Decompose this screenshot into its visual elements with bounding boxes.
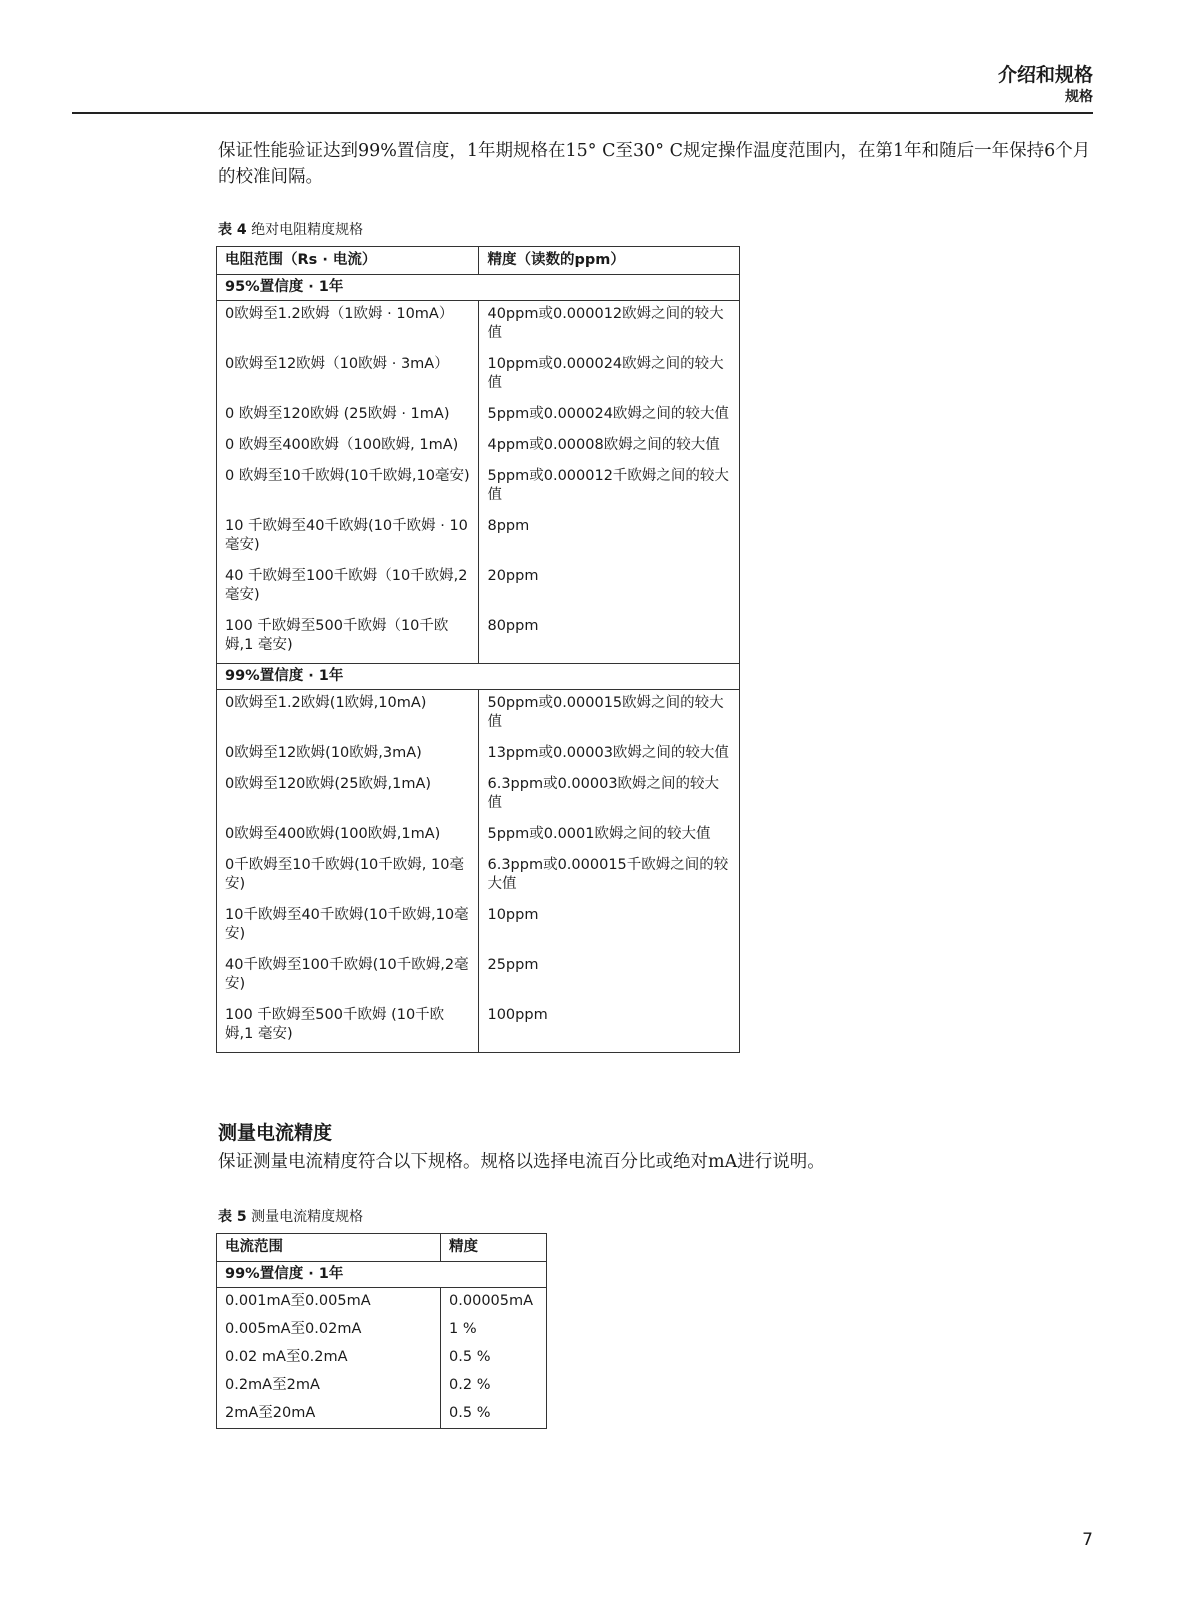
table-row bbox=[217, 401, 740, 432]
table-cell: 10千欧姆至40千欧姆(10千欧姆,10毫安) bbox=[217, 902, 479, 952]
table-cell: 50ppm或0.000015欧姆之间的较大值 bbox=[479, 690, 740, 741]
intro-paragraph: 保证性能验证达到99%置信度，1年期规格在15° C至30° C规定操作温度范围内，在第1年和随后一年保持6个月的校准间隔。 bbox=[218, 141, 1091, 187]
group-label: 95%置信度 · 1年 bbox=[217, 275, 740, 301]
table-row bbox=[217, 902, 740, 952]
table-row bbox=[217, 1002, 740, 1053]
table-header-row bbox=[217, 1234, 547, 1262]
table-cell: 8ppm bbox=[479, 513, 740, 563]
table-cell: 0.005mA至0.02mA bbox=[217, 1316, 441, 1344]
table-cell: 80ppm bbox=[479, 613, 740, 664]
table-cell: 0欧姆至400欧姆(100欧姆,1mA) bbox=[217, 821, 479, 852]
header-divider bbox=[72, 112, 1093, 114]
table-cell: 6.3ppm或0.00003欧姆之间的较大值 bbox=[479, 771, 740, 821]
resistance-accuracy-table bbox=[216, 246, 740, 1053]
table-cell: 13ppm或0.00003欧姆之间的较大值 bbox=[479, 740, 740, 771]
table5-caption-number: 表 5 bbox=[218, 1209, 247, 1225]
table-row bbox=[217, 613, 740, 664]
group-row bbox=[217, 664, 740, 690]
table-cell: 0.2mA至2mA bbox=[217, 1372, 441, 1400]
table-row bbox=[217, 740, 740, 771]
table-row bbox=[217, 1372, 547, 1400]
table-cell: 0.5 % bbox=[441, 1400, 547, 1429]
table-row bbox=[217, 513, 740, 563]
column-header: 精度 bbox=[441, 1234, 547, 1262]
table-row bbox=[217, 821, 740, 852]
table-cell: 10ppm或0.000024欧姆之间的较大值 bbox=[479, 351, 740, 401]
table-cell: 0欧姆至1.2欧姆（1欧姆 · 10mA） bbox=[217, 301, 479, 352]
table-cell: 0.5 % bbox=[441, 1344, 547, 1372]
table-cell: 40ppm或0.000012欧姆之间的较大值 bbox=[479, 301, 740, 352]
table-cell: 0欧姆至12欧姆（10欧姆 · 3mA） bbox=[217, 351, 479, 401]
column-header: 电阻范围（Rs · 电流） bbox=[217, 247, 479, 275]
header-title: 介绍和规格 bbox=[997, 64, 1093, 86]
table-row bbox=[217, 463, 740, 513]
table-row bbox=[217, 690, 740, 741]
table5-caption bbox=[218, 1206, 363, 1226]
table-cell: 6.3ppm或0.000015千欧姆之间的较大值 bbox=[479, 852, 740, 902]
table-cell: 0 欧姆至10千欧姆(10千欧姆,10毫安) bbox=[217, 463, 479, 513]
table-cell: 20ppm bbox=[479, 563, 740, 613]
table-row bbox=[217, 852, 740, 902]
table-row bbox=[217, 351, 740, 401]
table-cell: 5ppm或0.000012千欧姆之间的较大值 bbox=[479, 463, 740, 513]
table-cell: 40千欧姆至100千欧姆(10千欧姆,2毫安) bbox=[217, 952, 479, 1002]
table-row bbox=[217, 1344, 547, 1372]
table-cell: 40 千欧姆至100千欧姆（10千欧姆,2毫安) bbox=[217, 563, 479, 613]
table-row bbox=[217, 771, 740, 821]
table-cell: 2mA至20mA bbox=[217, 1400, 441, 1429]
table-cell: 0.001mA至0.005mA bbox=[217, 1288, 441, 1317]
table-cell: 5ppm或0.000024欧姆之间的较大值 bbox=[479, 401, 740, 432]
table-cell: 0.02 mA至0.2mA bbox=[217, 1344, 441, 1372]
table-cell: 0 欧姆至400欧姆（100欧姆, 1mA) bbox=[217, 432, 479, 463]
table-cell: 100 千欧姆至500千欧姆 (10千欧姆,1 毫安) bbox=[217, 1002, 479, 1053]
table-cell: 0千欧姆至10千欧姆(10千欧姆, 10毫安) bbox=[217, 852, 479, 902]
table-cell: 100 千欧姆至500千欧姆（10千欧姆,1 毫安) bbox=[217, 613, 479, 664]
table-row bbox=[217, 1316, 547, 1344]
table-row bbox=[217, 1400, 547, 1429]
group-row bbox=[217, 1262, 547, 1288]
table-cell: 25ppm bbox=[479, 952, 740, 1002]
group-label: 99%置信度 · 1年 bbox=[217, 664, 740, 690]
table-cell: 0.00005mA bbox=[441, 1288, 547, 1317]
table-cell: 0欧姆至120欧姆(25欧姆,1mA) bbox=[217, 771, 479, 821]
table-row bbox=[217, 1288, 547, 1317]
table-cell: 10ppm bbox=[479, 902, 740, 952]
table4-caption-text: 绝对电阻精度规格 bbox=[246, 222, 364, 238]
group-row bbox=[217, 275, 740, 301]
page-number: 7 bbox=[1082, 1530, 1093, 1550]
column-header: 精度（读数的ppm） bbox=[479, 247, 740, 275]
table-cell: 100ppm bbox=[479, 1002, 740, 1053]
group-label: 99%置信度 · 1年 bbox=[217, 1262, 547, 1288]
current-accuracy-table bbox=[216, 1233, 547, 1429]
section-paragraph: 保证测量电流精度符合以下规格。规格以选择电流百分比或绝对mA进行说明。 bbox=[218, 1152, 825, 1172]
table-header-row bbox=[217, 247, 740, 275]
table-cell: 0 欧姆至120欧姆 (25欧姆 · 1mA) bbox=[217, 401, 479, 432]
table5-caption-text: 测量电流精度规格 bbox=[246, 1209, 364, 1225]
table-cell: 4ppm或0.00008欧姆之间的较大值 bbox=[479, 432, 740, 463]
header-subtitle: 规格 bbox=[1065, 89, 1093, 105]
table4-caption-number: 表 4 bbox=[218, 222, 247, 238]
table-cell: 0欧姆至12欧姆(10欧姆,3mA) bbox=[217, 740, 479, 771]
table-row bbox=[217, 563, 740, 613]
table-cell: 1 % bbox=[441, 1316, 547, 1344]
table-cell: 0欧姆至1.2欧姆(1欧姆,10mA) bbox=[217, 690, 479, 741]
table-cell: 5ppm或0.0001欧姆之间的较大值 bbox=[479, 821, 740, 852]
table4-caption bbox=[218, 219, 363, 239]
table-row bbox=[217, 301, 740, 352]
table-cell: 10 千欧姆至40千欧姆(10千欧姆 · 10毫安) bbox=[217, 513, 479, 563]
section-title: 测量电流精度 bbox=[218, 1122, 333, 1144]
table-row bbox=[217, 952, 740, 1002]
table-cell: 0.2 % bbox=[441, 1372, 547, 1400]
column-header: 电流范围 bbox=[217, 1234, 441, 1262]
table-row bbox=[217, 432, 740, 463]
